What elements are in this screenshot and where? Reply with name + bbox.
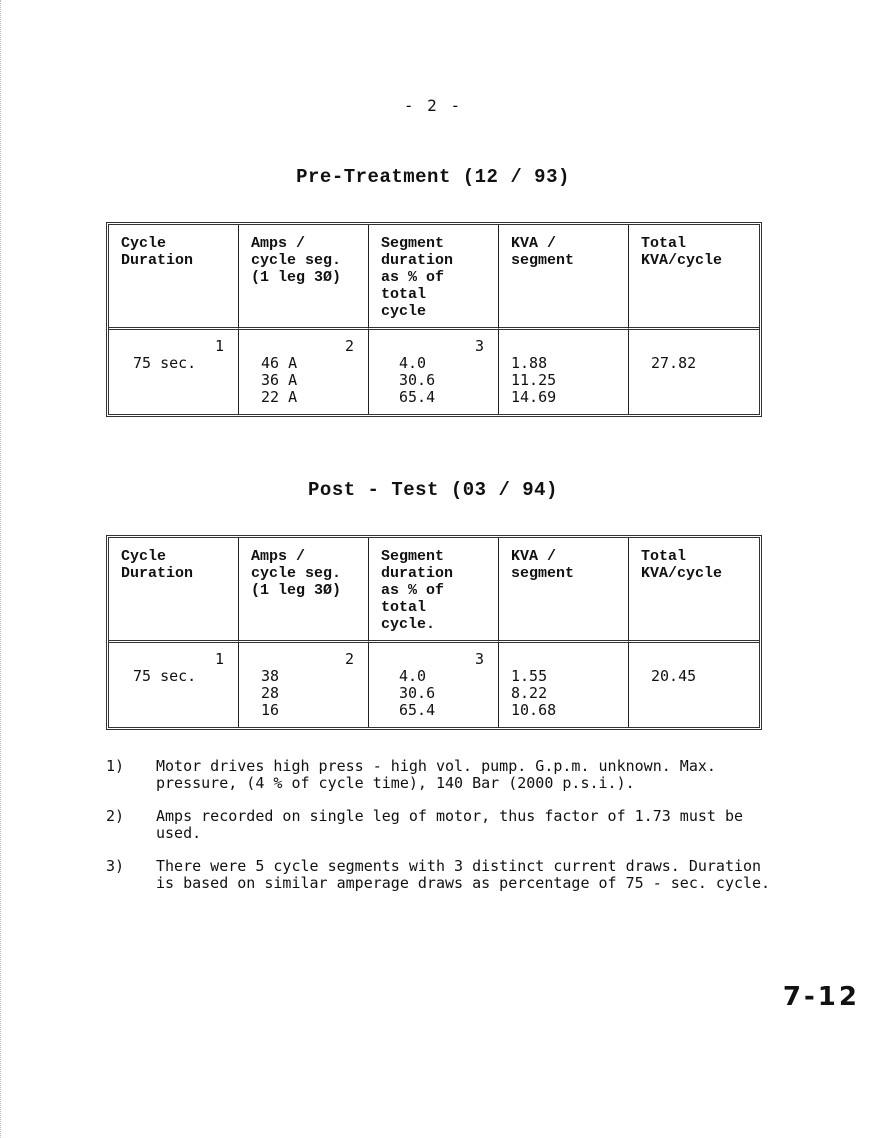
- footnotes: [106, 758, 786, 908]
- cell-cycle-duration: [109, 643, 239, 727]
- column-number: [499, 651, 628, 668]
- table-header-row: [109, 538, 759, 643]
- cell-value: 65.4: [399, 388, 436, 406]
- header-line: Total: [641, 235, 687, 252]
- cell-value: 11.25: [511, 371, 557, 389]
- header-line: Amps /: [251, 548, 306, 565]
- footnote-text: Amps recorded on single leg of motor, thus factor of 1.73 must be used.: [156, 807, 743, 842]
- header-line: (1 leg 3Ø): [251, 582, 342, 599]
- cell-value: 4.0: [399, 354, 427, 372]
- cell-value: 27.82: [651, 354, 697, 372]
- header-cycle-duration: [109, 225, 239, 330]
- header-amps: [239, 225, 369, 330]
- header-line: duration: [381, 565, 454, 582]
- column-number: 2: [344, 650, 354, 668]
- cell-amps: [239, 330, 369, 414]
- footnote-number: 2): [106, 807, 125, 825]
- table-header-row: [109, 225, 759, 330]
- column-number: [629, 338, 759, 355]
- header-line: segment: [511, 252, 575, 269]
- cell-value: 36 A: [261, 371, 298, 389]
- column-number: [629, 651, 759, 668]
- cell-value: 46 A: [261, 354, 298, 372]
- table-title-post-test: Post - Test (03 / 94): [308, 479, 558, 501]
- footnote-1: [106, 758, 786, 792]
- header-line: Cycle: [121, 235, 167, 252]
- header-line: Amps /: [251, 235, 306, 252]
- footnote-2: [106, 808, 786, 842]
- footnote-3: [106, 858, 786, 892]
- header-line: Duration: [121, 252, 194, 269]
- header-line: cycle.: [381, 616, 436, 633]
- cell-value: 22 A: [261, 388, 298, 406]
- header-line: Segment: [381, 548, 445, 565]
- cell-value: 28: [261, 684, 280, 702]
- header-line: KVA/cycle: [641, 252, 723, 269]
- header-cycle-duration: [109, 538, 239, 643]
- table-data-row: [109, 330, 759, 414]
- header-line: as % of: [381, 269, 445, 286]
- cell-cycle-duration: [109, 330, 239, 414]
- header-segment-duration: [369, 225, 499, 330]
- cell-value: 14.69: [511, 388, 557, 406]
- header-line: Segment: [381, 235, 445, 252]
- header-line: cycle seg.: [251, 252, 342, 269]
- page-number: - 2 -: [403, 96, 463, 115]
- cell-kva-segment: [499, 330, 629, 414]
- column-number: 1: [214, 650, 224, 668]
- cell-value: 16: [261, 701, 280, 719]
- cell-value: 65.4: [399, 701, 436, 719]
- header-line: cycle seg.: [251, 565, 342, 582]
- cell-segment-duration: [369, 330, 499, 414]
- header-kva-segment: [499, 538, 629, 643]
- cell-amps: [239, 643, 369, 727]
- cell-value: 30.6: [399, 371, 436, 389]
- header-segment-duration: [369, 538, 499, 643]
- page-reference-number: 7-12: [782, 982, 860, 1012]
- footnote-text: There were 5 cycle segments with 3 distinct current draws. Duration is based on similar amperage draws as percentage of 75 - sec. cycle.: [156, 857, 771, 892]
- footnote-text: Motor drives high press - high vol. pump. G.p.m. unknown. Max. pressure, (4 % of cycle time), 140 Bar (2000 p.s.i.).: [156, 757, 716, 792]
- cell-value: 4.0: [399, 667, 427, 685]
- post-test-table: [106, 535, 762, 730]
- header-kva-segment: [499, 225, 629, 330]
- header-line: Cycle: [121, 548, 167, 565]
- footnote-number: 3): [106, 857, 125, 875]
- header-amps: [239, 538, 369, 643]
- pre-treatment-table: [106, 222, 762, 417]
- cell-value: 10.68: [511, 701, 557, 719]
- cell-value: 75 sec.: [133, 354, 197, 372]
- cell-total-kva: [629, 330, 759, 414]
- cell-value: 75 sec.: [133, 667, 197, 685]
- header-line: (1 leg 3Ø): [251, 269, 342, 286]
- header-line: KVA /: [511, 235, 557, 252]
- cell-value: 1.55: [511, 667, 548, 685]
- cell-value: 8.22: [511, 684, 548, 702]
- cell-value: 1.88: [511, 354, 548, 372]
- cell-value: 20.45: [651, 667, 697, 685]
- header-line: total: [381, 599, 427, 616]
- cell-total-kva: [629, 643, 759, 727]
- header-total-kva: [629, 225, 759, 330]
- header-line: Duration: [121, 565, 194, 582]
- header-line: total: [381, 286, 427, 303]
- table-data-row: [109, 643, 759, 727]
- table-title-pre-treatment: Pre-Treatment (12 / 93): [296, 166, 570, 188]
- column-number: 3: [474, 650, 484, 668]
- column-number: 2: [344, 337, 354, 355]
- column-number: 3: [474, 337, 484, 355]
- column-number: [499, 338, 628, 355]
- header-line: as % of: [381, 582, 445, 599]
- cell-value: 38: [261, 667, 280, 685]
- header-line: KVA /: [511, 548, 557, 565]
- cell-value: 30.6: [399, 684, 436, 702]
- column-number: 1: [214, 337, 224, 355]
- header-line: Total: [641, 548, 687, 565]
- header-line: KVA/cycle: [641, 565, 723, 582]
- header-total-kva: [629, 538, 759, 643]
- footnote-number: 1): [106, 757, 125, 775]
- header-line: duration: [381, 252, 454, 269]
- cell-segment-duration: [369, 643, 499, 727]
- cell-kva-segment: [499, 643, 629, 727]
- header-line: segment: [511, 565, 575, 582]
- header-line: cycle: [381, 303, 427, 320]
